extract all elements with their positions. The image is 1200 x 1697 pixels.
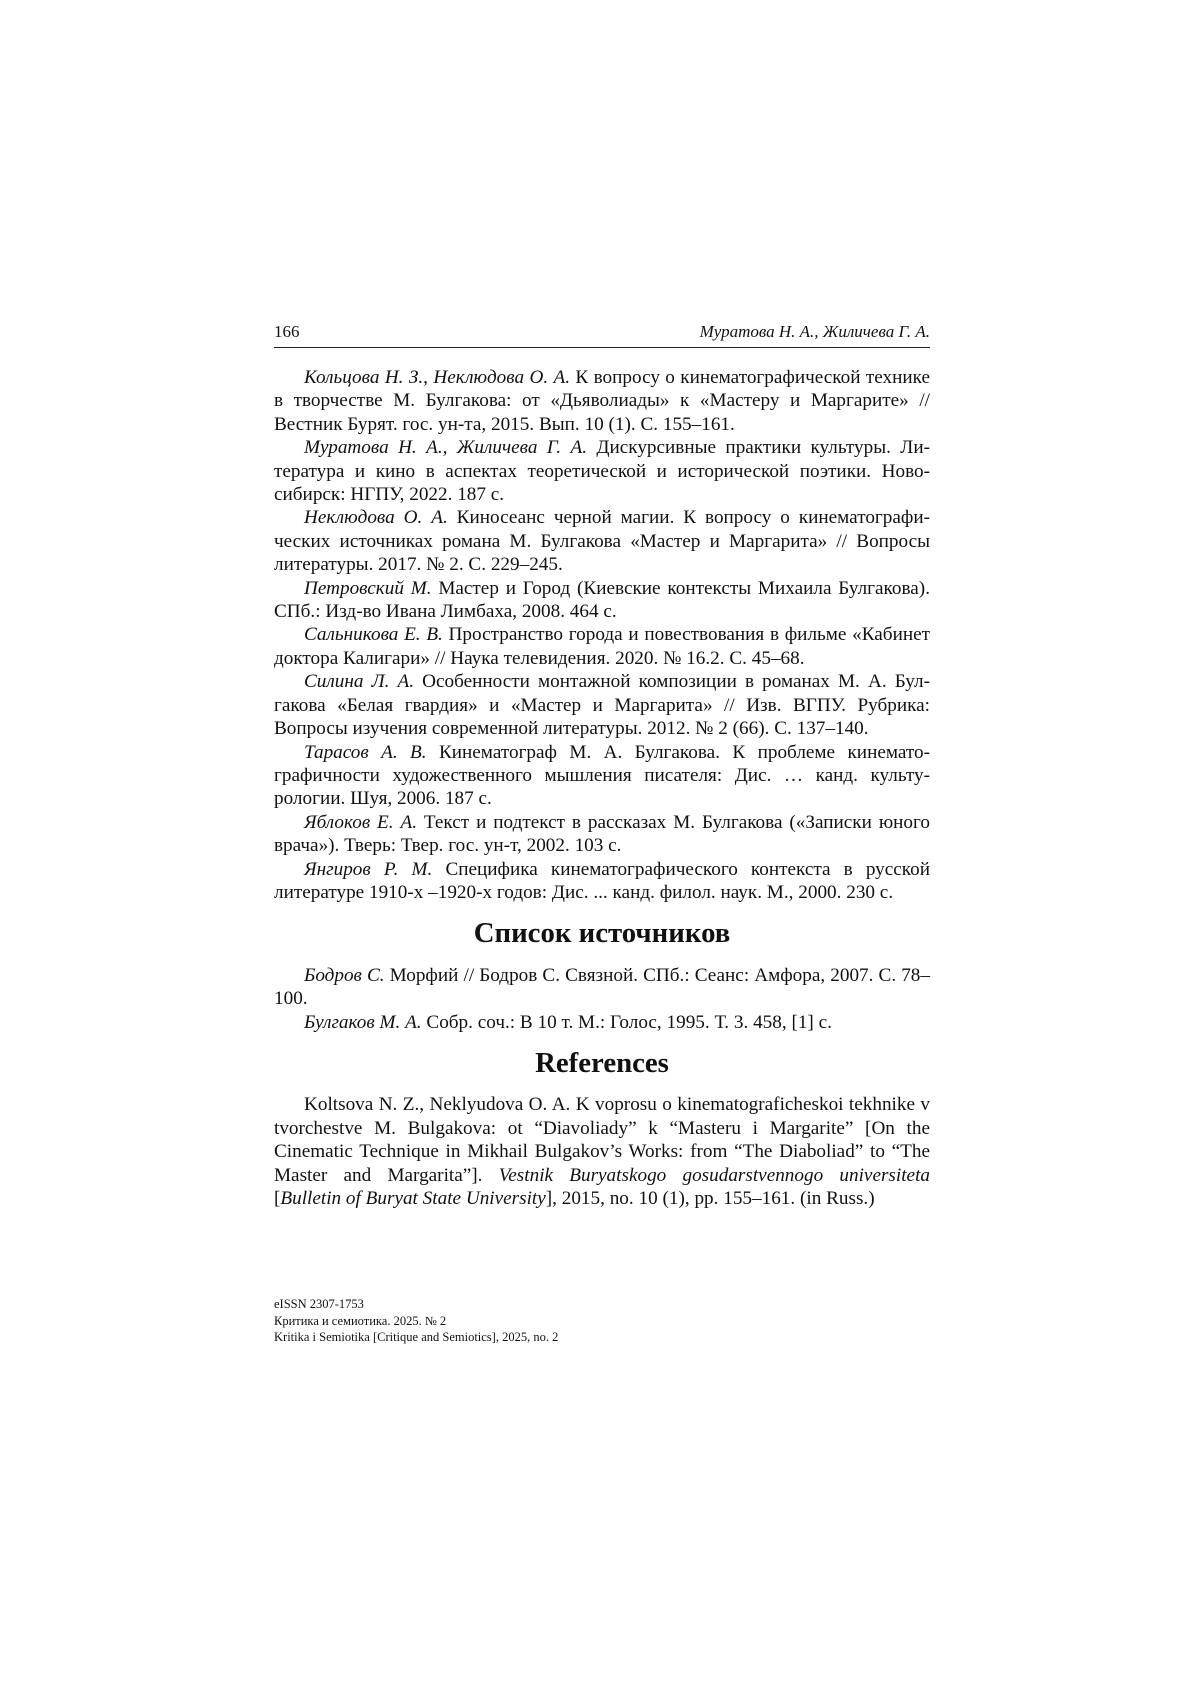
reference-text: Koltsova N. Z., Neklyudova O. A. K voprosu o kinematograficheskoi tekh­nike v tvorchestve M. Bulgakova: ot “Diavoliady” k “Masteru i Margarite” [On the Cinematic Technique in Mikhail Bulgakov’s Works: from “The Diaboliad” to “The Master and Margarita”]. (274, 1094, 930, 1185)
entry-author: Булгаков М. А. (304, 1012, 422, 1033)
header-authors: Муратова Н. А., Жиличева Г. А. (700, 321, 930, 343)
bibliography-entry (274, 670, 930, 740)
running-header (274, 319, 930, 348)
page-footer (274, 1296, 930, 1346)
body-text (274, 366, 930, 1210)
entry-text: Пространство города и повествования в фильме «Ка­бинет доктора Калигари» // Наука телевидения. 2020. № 16.2. С. 45–68. (274, 624, 930, 668)
entry-author: Кольцова Н. З., Неклюдова О. А. (304, 367, 570, 388)
footer-journal-en: Kritika i Semiotika [Critique and Semiotics], 2025, no. 2 (274, 1329, 930, 1346)
footer-issn: eISSN 2307-1753 (274, 1296, 930, 1313)
page-number: 166 (274, 321, 300, 343)
entry-author: Сальникова Е. В. (304, 624, 443, 645)
entry-text: Особенности монтажной композиции в романах М. А. Бул­гакова «Белая гвардия» и «Мастер и Маргарита» // Изв. ВГПУ. Рубрика: Вопросы изучения современной литературы. 2012. № 2 (66). С. 137–140. (274, 671, 930, 739)
references-heading: References (274, 1052, 930, 1075)
bibliography-entry (274, 741, 930, 811)
entry-text: Киносеанс черной магии. К вопросу о кинематографи­ческих источниках романа М. Булгакова «Мастер и Маргарита» // Вопросы литературы. 2017. № 2. С. 229–245. (274, 507, 930, 575)
reference-text-bracket: [ (274, 1188, 280, 1209)
entry-author: Янгиров Р. М. (304, 859, 432, 880)
references-list (274, 1093, 930, 1210)
entry-text: Кинематограф М. А. Булгакова. К проблеме кинемато­графичности художественного мышления писателя: Дис. … канд. культу­рологии. Шуя, 2006. 187 с. (274, 742, 930, 810)
reference-journal-english: Bulletin of Buryat State University (280, 1188, 545, 1209)
entry-author: Тарасов А. В. (304, 742, 427, 763)
bibliography-entry (274, 577, 930, 624)
document-page (0, 0, 1200, 1697)
entry-text: Морфий // Бодров С. Связной. СПб.: Сеанс: Амфора, 2007. С. 78–100. (274, 965, 930, 1009)
entry-author: Бодров С. (304, 965, 385, 986)
entry-author: Петровский М. (304, 578, 432, 599)
entry-author: Неклюдова О. А. (304, 507, 448, 528)
source-entry (274, 964, 930, 1011)
entry-text: Текст и подтекст в рассказах М. Булгакова («Записки юного врача»). Тверь: Твер. гос. ун-т, 2002. 103 с. (274, 812, 930, 856)
bibliography-entry (274, 858, 930, 905)
entry-text: Мастер и Город (Киевские контексты Михаила Булга­кова). СПб.: Изд-во Ивана Лимбаха, 2008. 464 с. (274, 578, 930, 622)
sources-list (274, 964, 930, 1034)
source-entry (274, 1011, 930, 1034)
bibliography-entry (274, 366, 930, 436)
reference-text-end: ], 2015, no. 10 (1), pp. 155–161. (in Russ.) (546, 1188, 875, 1209)
entry-text: Дискурсивные практики культуры. Ли­тература и кино в аспектах теоретической и исторической поэтики. Ново­сибирск: НГПУ, 2022. 187 с. (274, 437, 930, 505)
bibliography-entry (274, 506, 930, 576)
footer-journal-ru: Критика и семиотика. 2025. № 2 (274, 1313, 930, 1330)
bibliography-list (274, 366, 930, 904)
entry-text: Специфика кинематографического контекста в русской литературе 1910-х –1920-х годов: Дис. ... канд. филол. наук. М., 2000. 230 с. (274, 859, 930, 903)
bibliography-entry (274, 623, 930, 670)
entry-author: Силина Л. А. (304, 671, 414, 692)
entry-text: К вопросу о кинематографической технике в творчестве М. Булгакова: от «Дьяволиады» к «Мастеру и Марга­рите» // Вестник Бурят. гос. ун-та, 2015. Вып. 10 (1). С. 155–161. (274, 367, 930, 435)
reference-journal: Vestnik Buryatskogo gosudarstvennogo universiteta (499, 1165, 930, 1186)
entry-author: Яблоков Е. А. (304, 812, 417, 833)
reference-entry (274, 1093, 930, 1210)
entry-author: Муратова Н. А., Жиличева Г. А. (304, 437, 587, 458)
bibliography-entry (274, 811, 930, 858)
entry-text: Собр. соч.: В 10 т. М.: Голос, 1995. Т. 3. 458, [1] с. (422, 1012, 832, 1033)
bibliography-entry (274, 436, 930, 506)
sources-heading: Список источников (274, 922, 930, 945)
